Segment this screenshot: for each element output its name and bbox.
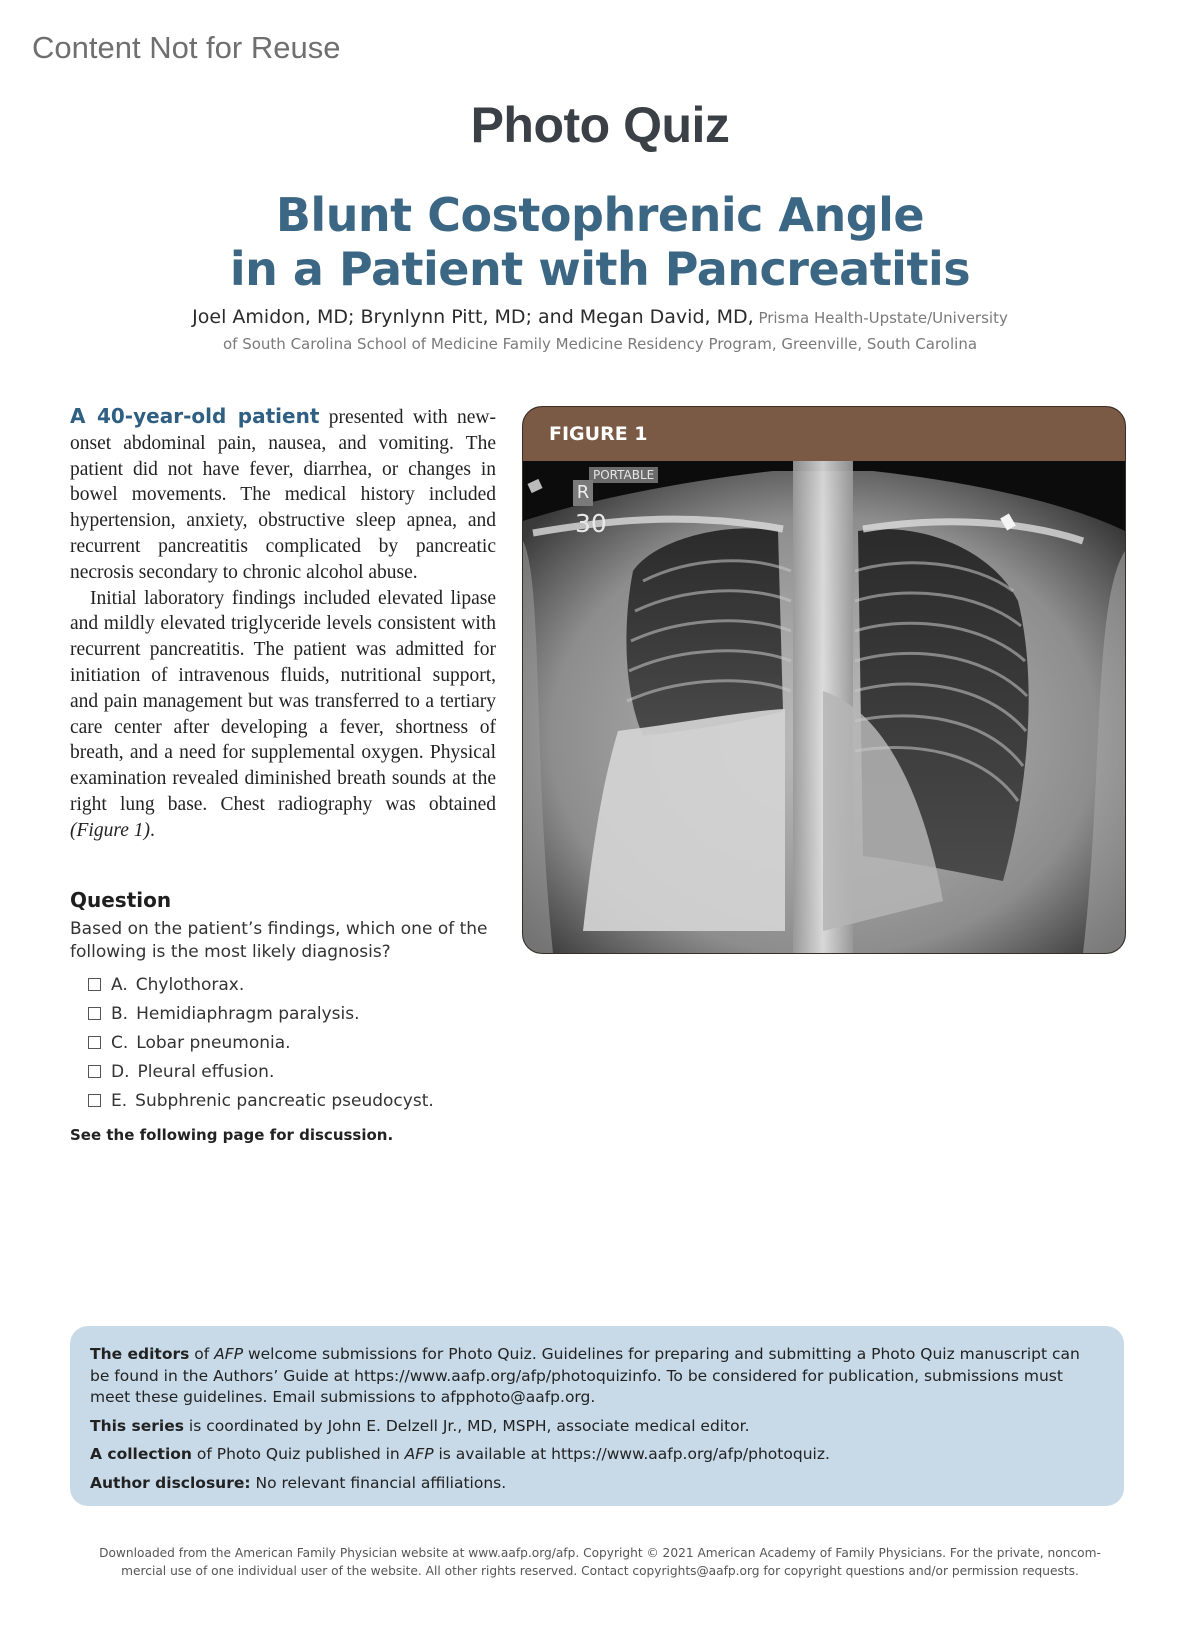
footer-line-2: mercial use of one individual user of the website. All other rights reserved. Contact copyrights@aafp.org for copyright questions and/or permission requests. (121, 1564, 1079, 1578)
option-letter: D. (111, 1061, 130, 1082)
article-title-line-1: Blunt Costophrenic Angle (275, 188, 925, 242)
marker-number: 30 (575, 509, 607, 538)
case-paragraph-1 (70, 404, 496, 586)
option-letter: A. (111, 974, 128, 995)
case-description (70, 404, 496, 844)
figure-label: FIGURE 1 (523, 407, 1125, 461)
disclosure-note (90, 1473, 1104, 1495)
checkbox-icon[interactable] (88, 978, 101, 991)
checkbox-icon[interactable] (88, 1007, 101, 1020)
figure-reference: (Figure 1) (70, 819, 150, 841)
series-note (90, 1416, 1104, 1438)
option-text: Lobar pneumonia. (136, 1032, 291, 1053)
question-heading: Question (70, 888, 172, 912)
footer-line-1: Downloaded from the American Family Physician website at www.aafp.org/afp. Copyright © 2021 American Academy of Family Physicians. For the private, noncom- (99, 1546, 1101, 1560)
editors-bold: The editors (90, 1345, 190, 1363)
answer-option-e[interactable] (88, 1086, 434, 1115)
disclosure-bold: Author disclosure: (90, 1473, 251, 1492)
answer-options (88, 970, 434, 1115)
option-letter: C. (111, 1032, 129, 1053)
series-bold: This series (90, 1416, 184, 1435)
option-text: Pleural effusion. (137, 1061, 275, 1082)
authors: Joel Amidon, MD; Brynlynn Pitt, MD; and Megan David, MD, (192, 306, 754, 328)
answer-option-b[interactable] (88, 999, 434, 1028)
series-text: is coordinated by John E. Delzell Jr., MD, MSPH, associate medical editor. (183, 1416, 750, 1435)
side-marker: R (573, 480, 593, 506)
option-text: Subphrenic pancreatic pseudocyst. (135, 1090, 434, 1111)
option-letter: E. (111, 1090, 128, 1111)
copyright-footer (50, 1544, 1150, 1580)
section-title: Photo Quiz (470, 97, 730, 153)
article-title-line-2: in a Patient with Pancreatitis (229, 242, 971, 296)
editors-text: welcome submissions for Photo Quiz. Guidelines for preparing and submitting a Photo Quiz manuscript can be found in the Authors’ Guide at https://www.aafp.org/afp/photoquizinfo. To be considered for publication, submissions must meet these guidelines. Email submissions to afpphoto@aafp.org. (90, 1345, 1080, 1406)
disclosure-text: No relevant financial affiliations. (250, 1473, 507, 1492)
option-text: Hemidiaphragm paralysis. (136, 1003, 360, 1024)
checkbox-icon[interactable] (88, 1065, 101, 1078)
paragraph-2-end: . (149, 819, 155, 841)
chest-radiograph-image (523, 461, 1125, 953)
collection-afp: AFP (404, 1445, 434, 1463)
checkbox-icon[interactable] (88, 1094, 101, 1107)
see-next-page-note: See the following page for discussion. (70, 1126, 394, 1144)
option-letter: B. (111, 1003, 129, 1024)
answer-option-d[interactable] (88, 1057, 434, 1086)
paragraph-2-text: Initial laboratory findings included elevated lipase and mildly elevated triglyceride levels consistent with recurrent pancreatitis. The patient was admitted for initiation of intravenous fluids, nutritional support, and pain management but was transferred to a tertiary care center after developing a fever, shortness of breath, and a need for supplemental oxygen. Physical examination revealed diminished breath sounds at the right lung base. Chest radiography was obtained (70, 587, 496, 815)
collection-text-1: of Photo Quiz published in (191, 1445, 405, 1463)
figure-1 (522, 406, 1126, 954)
option-text: Chylothorax. (135, 974, 245, 995)
answer-option-c[interactable] (88, 1028, 434, 1057)
editors-note (90, 1344, 1104, 1409)
lead-in: A 40-year-old patient (70, 404, 320, 428)
editors-of: of (189, 1345, 215, 1363)
editors-afp: AFP (214, 1345, 244, 1363)
answer-option-a[interactable] (88, 970, 434, 999)
collection-note (90, 1444, 1104, 1466)
collection-bold: A collection (90, 1445, 192, 1463)
case-paragraph-2 (70, 586, 496, 844)
affiliation-line-1: Prisma Health-Upstate/University (758, 309, 1008, 327)
byline (100, 304, 1100, 357)
paragraph-1-text: presented with new-onset abdominal pain, nausea, and vomiting. The patient did not have fever, diarrhea, or changes in bowel movements. The medical history included hypertension, anxiety, obstructive sleep apnea, and recurrent pancreatitis complicated by pancreatic necrosis secondary to chronic alcohol abuse. (70, 407, 496, 583)
question-text: Based on the patient’s findings, which one of the following is the most likely diagnosis? (70, 919, 488, 962)
portable-marker: PORTABLE (589, 467, 658, 483)
editor-info-box (70, 1326, 1124, 1506)
collection-text-2: is available at https://www.aafp.org/afp/photoquiz. (433, 1445, 830, 1463)
article-title (0, 188, 1200, 296)
watermark: Content Not for Reuse (32, 30, 341, 65)
affiliation-line-2: of South Carolina School of Medicine Family Medicine Residency Program, Greenville, South Carolina (222, 335, 978, 353)
checkbox-icon[interactable] (88, 1036, 101, 1049)
